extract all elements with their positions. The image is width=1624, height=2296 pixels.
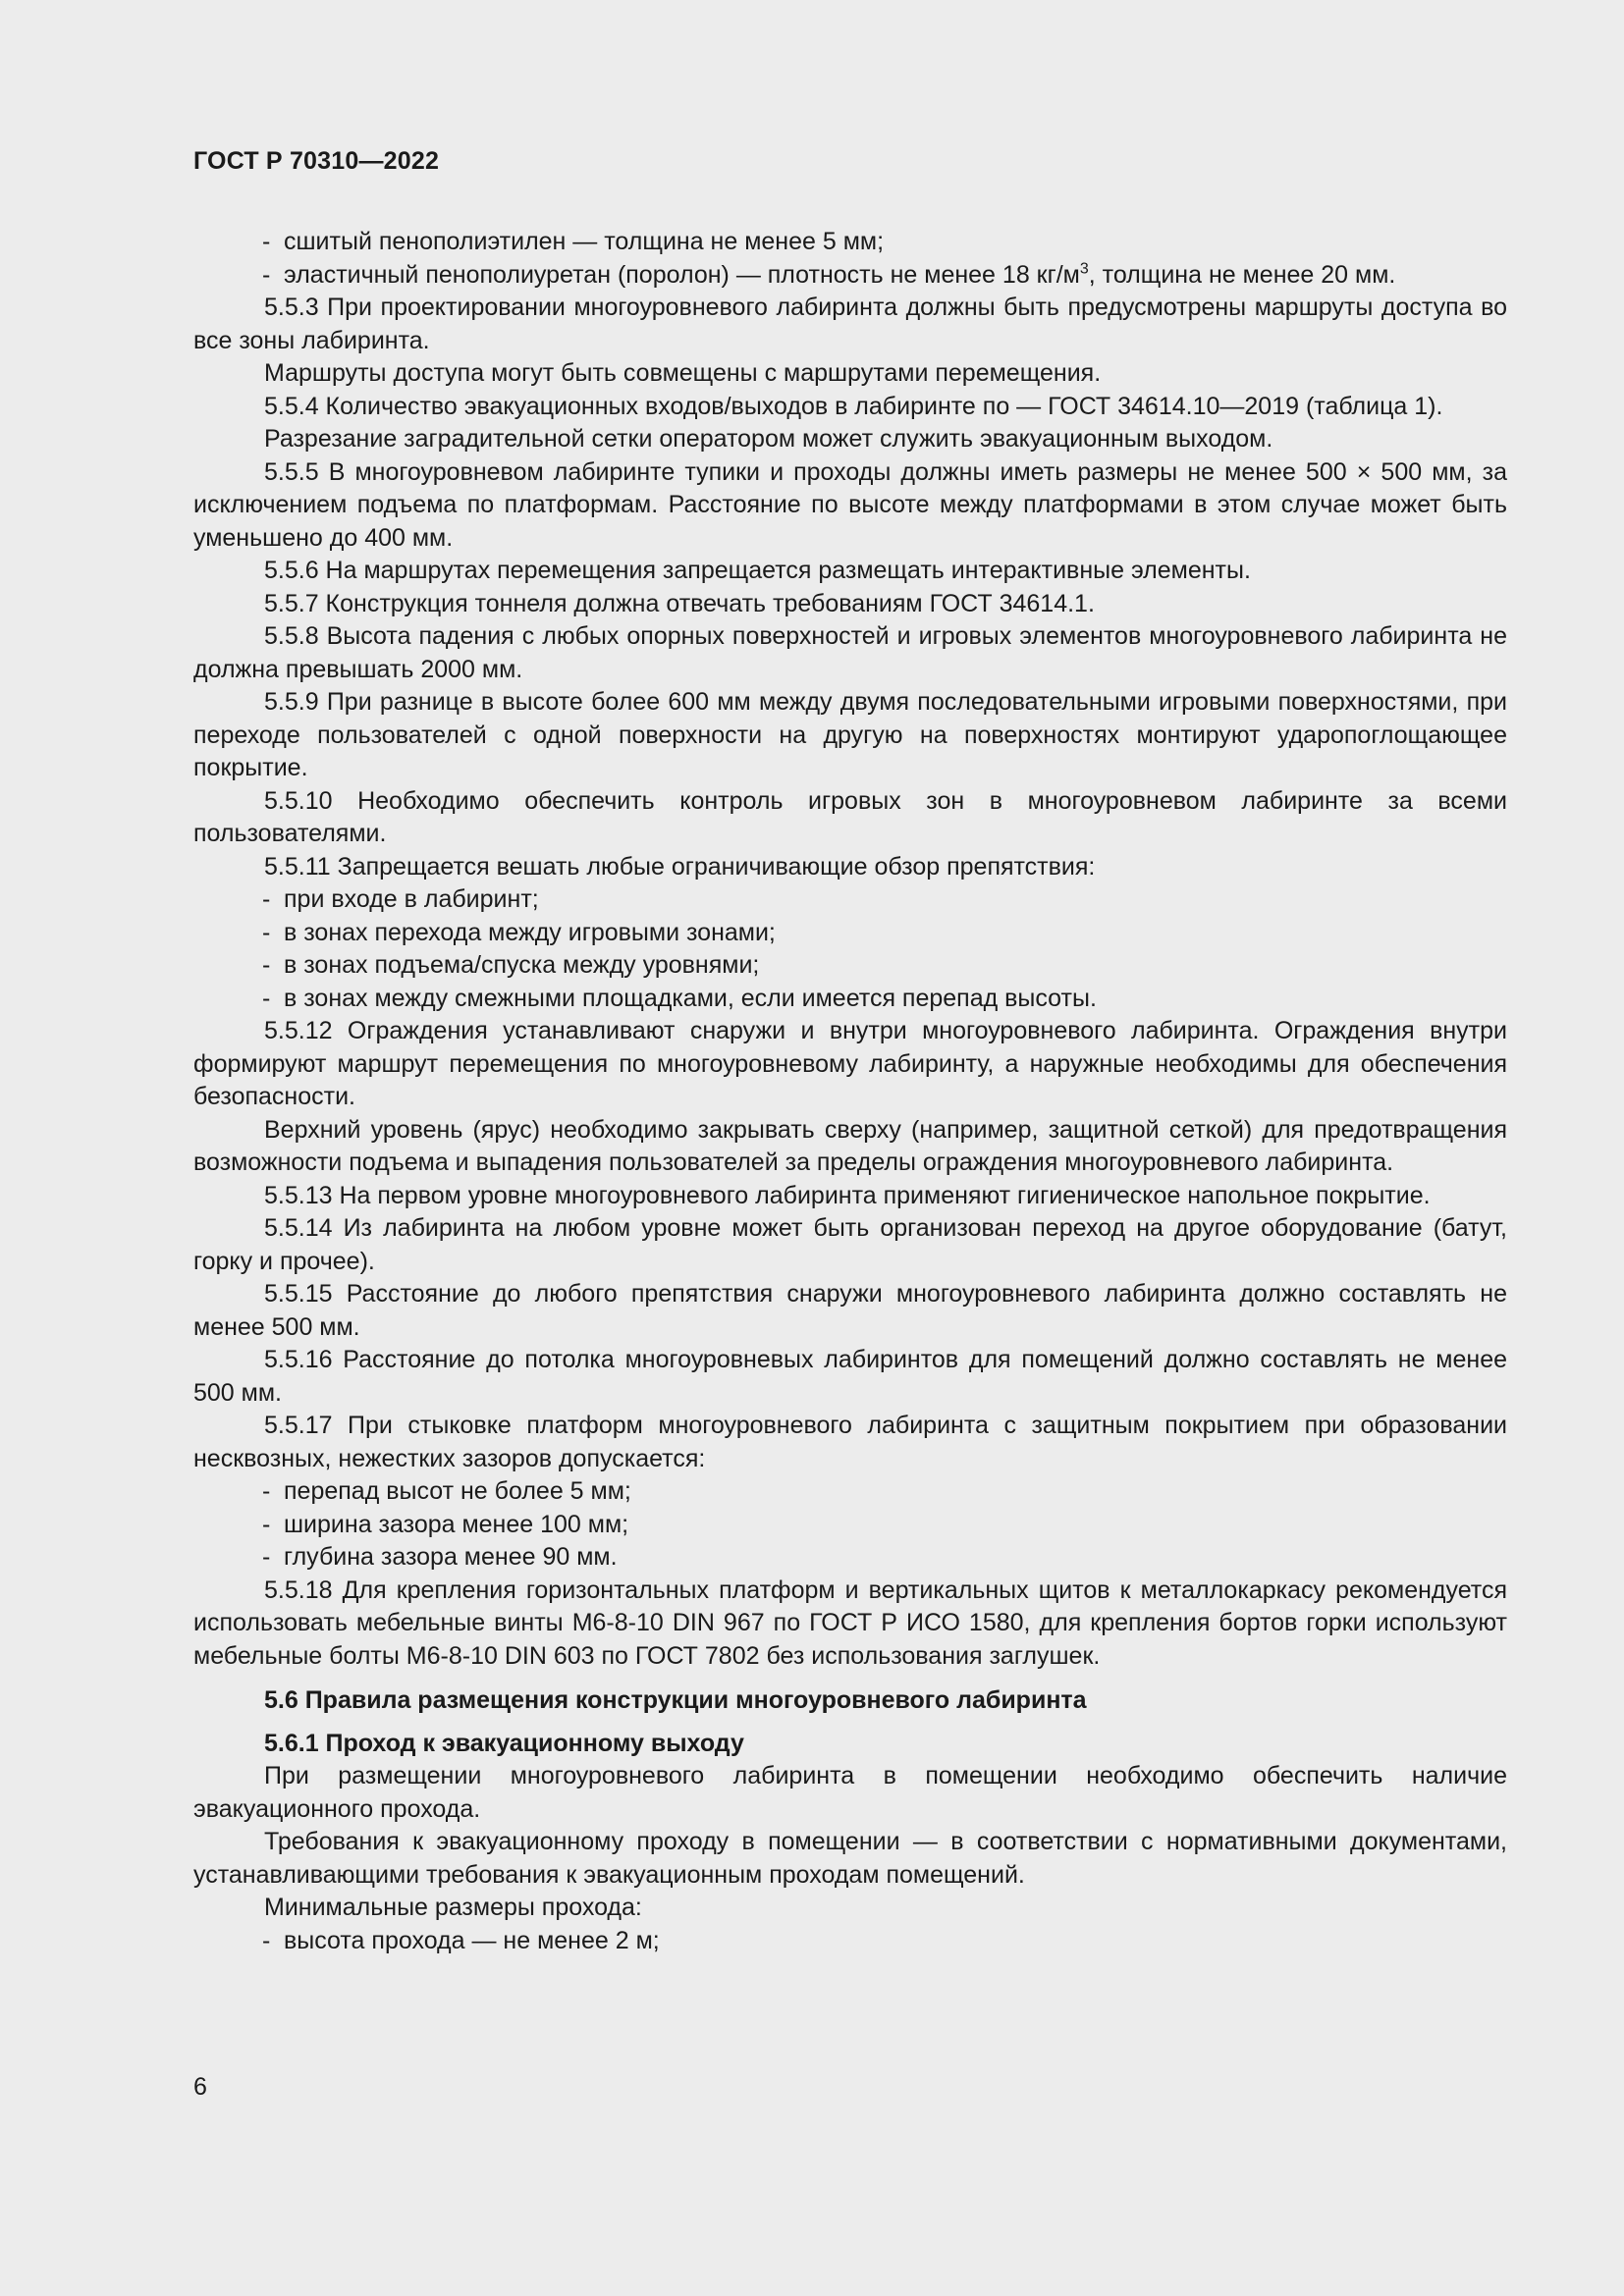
list-item-text: эластичный пенополиуретан (поролон) — плотность не менее 18 кг/м <box>284 260 1080 289</box>
list-item <box>193 259 1507 293</box>
section-heading-5-6: 5.6 Правила размещения конструкции многоуровневого лабиринта <box>264 1686 1087 1714</box>
paragraph: Минимальные размеры прохода: <box>264 1894 642 1921</box>
list-dash: - <box>262 260 271 289</box>
list-item <box>193 1475 1507 1509</box>
paragraph-5-5-13: 5.5.13 На первом уровне многоуровневого лабиринта применяют гигиеническое напольное покрытие. <box>264 1181 1431 1209</box>
list-dash: - <box>262 1926 271 1954</box>
paragraph: Разрезание заградительной сетки оператором может служить эвакуационным выходом. <box>264 425 1273 453</box>
list-item-text: ширина зазора менее 100 мм; <box>284 1510 629 1538</box>
list-item <box>193 949 1507 983</box>
paragraph: Верхний уровень (ярус) необходимо закрывать сверху (например, защитной сеткой) для предотвращения возможности подъема и выпадения пользователей за пределы ограждения многоуровневого лабиринта. <box>193 1115 1507 1176</box>
list-item-text: перепад высот не более 5 мм; <box>284 1477 631 1505</box>
list-dash: - <box>262 918 271 946</box>
paragraph-5-5-5: 5.5.5 В многоуровневом лабиринте тупики и проходы должны иметь размеры не менее 500 × 500 мм, за исключением подъема по платформам. Расстояние по высоте между платформами в этом случае может быть уменьшено до 400 мм. <box>193 457 1507 552</box>
list-dash: - <box>262 1477 271 1505</box>
paragraph-5-5-16: 5.5.16 Расстояние до потолка многоуровневых лабиринтов для помещений должно составлять не менее 500 мм. <box>193 1346 1507 1407</box>
list-dash: - <box>262 885 271 913</box>
paragraph: При размещении многоуровневого лабиринта в помещении необходимо обеспечить наличие эвакуационного прохода. <box>193 1762 1507 1823</box>
list-item-text: при входе в лабиринт; <box>284 885 539 913</box>
list-item-text: сшитый пенополиэтилен — толщина не менее 5 мм; <box>284 228 885 255</box>
paragraph-5-5-7: 5.5.7 Конструкция тоннеля должна отвечать требованиям ГОСТ 34614.1. <box>264 589 1095 617</box>
list-item <box>193 983 1507 1016</box>
list-item-text: в зонах перехода между игровыми зонами; <box>284 918 776 946</box>
paragraph-5-5-9: 5.5.9 При разнице в высоте более 600 мм между двумя последовательными игровыми поверхностями, при переходе пользователей с одной поверхности на другую на поверхностях монтируют ударопоглощающее покрытие. <box>193 688 1507 781</box>
list-item-text: в зонах между смежными площадками, если имеется перепад высоты. <box>284 984 1097 1012</box>
page-number: 6 <box>193 2073 207 2101</box>
list-dash: - <box>262 951 271 979</box>
paragraph-5-5-4: 5.5.4 Количество эвакуационных входов/выходов в лабиринте по — ГОСТ 34614.10—2019 (таблица 1). <box>264 392 1443 420</box>
paragraph-5-5-12: 5.5.12 Ограждения устанавливают снаружи и внутри многоуровневого лабиринта. Ограждения внутри формируют маршрут перемещения по многоуровневому лабиринту, а наружные необходимы для обеспечения безопасности. <box>193 1017 1507 1110</box>
paragraph-5-5-18: 5.5.18 Для крепления горизонтальных платформ и вертикальных щитов к металлокаркасу рекомендуется использовать мебельные винты М6-8-10 DIN 967 по ГОСТ Р ИСО 1580, для крепления бортов горки используют мебельные болты М6-8-10 DIN 603 по ГОСТ 7802 без использования заглушек. <box>193 1575 1507 1670</box>
list-item <box>193 226 1507 259</box>
paragraph-5-5-14: 5.5.14 Из лабиринта на любом уровне может быть организован переход на другое оборудование (батут, горку и прочее). <box>193 1214 1507 1275</box>
list-dash: - <box>262 228 271 255</box>
list-item <box>193 883 1507 917</box>
list-item-text: глубина зазора менее 90 мм. <box>284 1543 618 1571</box>
paragraph-5-5-6: 5.5.6 На маршрутах перемещения запрещается размещать интерактивные элементы. <box>264 557 1251 584</box>
paragraph-5-5-15: 5.5.15 Расстояние до любого препятствия снаружи многоуровневого лабиринта должно составлять не менее 500 мм. <box>193 1280 1507 1341</box>
list-dash: - <box>262 1510 271 1538</box>
paragraph-5-5-3: 5.5.3 При проектировании многоуровневого лабиринта должны быть предусмотрены маршруты доступа во все зоны лабиринта. <box>193 294 1507 354</box>
subsection-heading-5-6-1: 5.6.1 Проход к эвакуационному выходу <box>264 1729 744 1757</box>
list-dash: - <box>262 1543 271 1571</box>
paragraph-5-5-10: 5.5.10 Необходимо обеспечить контроль игровых зон в многоуровневом лабиринте за всеми пользователями. <box>193 786 1507 847</box>
list-item <box>193 1509 1507 1542</box>
list-item-text: в зонах подъема/спуска между уровнями; <box>284 951 760 979</box>
paragraph-5-5-17: 5.5.17 При стыковке платформ многоуровневого лабиринта с защитным покрытием при образовании несквозных, нежестких зазоров допускается: <box>193 1412 1507 1472</box>
list-item-text: высота прохода — не менее 2 м; <box>284 1926 660 1954</box>
list-item <box>193 1925 1507 1958</box>
paragraph: Маршруты доступа могут быть совмещены с маршрутами перемещения. <box>264 359 1102 387</box>
document-header: ГОСТ Р 70310—2022 <box>193 147 440 175</box>
paragraph-5-5-11: 5.5.11 Запрещается вешать любые ограничивающие обзор препятствия: <box>264 852 1096 881</box>
list-dash: - <box>262 984 271 1012</box>
paragraph-5-5-8: 5.5.8 Высота падения с любых опорных поверхностей и игровых элементов многоуровневого лабиринта не должна превышать 2000 мм. <box>193 622 1507 683</box>
list-item <box>193 1541 1507 1575</box>
list-item-text: , толщина не менее 20 мм. <box>1088 260 1396 289</box>
paragraph: Требования к эвакуационному проходу в помещении — в соответствии с нормативными документами, устанавливающими требования к эвакуационным проходам помещений. <box>193 1828 1507 1889</box>
document-body <box>193 226 1507 1957</box>
list-item <box>193 917 1507 950</box>
superscript: 3 <box>1079 260 1089 278</box>
